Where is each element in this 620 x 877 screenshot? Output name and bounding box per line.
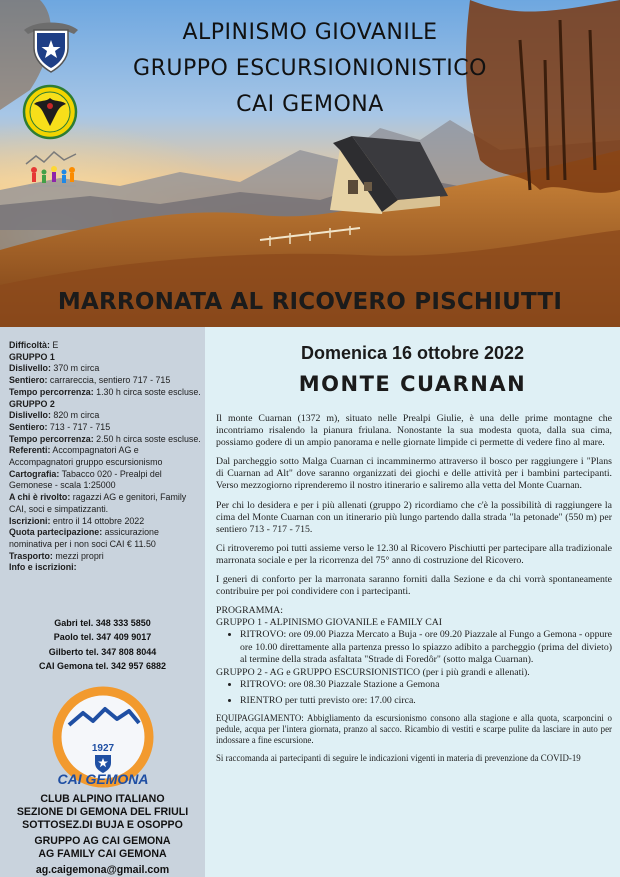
header-line-3: CAI GEMONA bbox=[236, 92, 384, 117]
detail-value: Tabacco 020 - Prealpi del Gemonese - scala 1:25000 bbox=[9, 468, 162, 491]
detail-key: GRUPPO 2 bbox=[9, 398, 55, 409]
detail-line bbox=[9, 340, 201, 352]
detail-value: 2.50 h circa soste escluse. bbox=[93, 433, 201, 444]
contact-line: Gabri tel. 348 333 5850 bbox=[54, 618, 151, 628]
mountain-title: MONTE CUARNAN bbox=[298, 372, 527, 396]
group-line: GRUPPO AG CAI GEMONA bbox=[34, 835, 171, 847]
detail-value: 820 m circa bbox=[50, 410, 100, 421]
detail-value: E bbox=[49, 340, 59, 350]
cai-gemona-logo bbox=[47, 685, 159, 791]
detail-line bbox=[9, 551, 201, 563]
list-item: • RITROVO: ore 08.30 Piazzale Stazione a Gemona bbox=[240, 679, 612, 691]
detail-key: Tempo percorrenza: bbox=[9, 386, 94, 397]
club-line: SEZIONE DI GEMONA DEL FRIULI bbox=[16, 806, 189, 818]
detail-key: Iscrizioni: bbox=[9, 515, 51, 526]
detail-value: 370 m circa bbox=[50, 363, 100, 374]
detail-key: Dislivello: bbox=[9, 363, 51, 374]
group-2-list bbox=[228, 679, 612, 707]
main-content bbox=[205, 327, 620, 877]
paragraph: Dal parcheggio sotto Malga Cuarnan ci incamminermo attraverso il bosco per raggiungere i "Plans di Cuarnan ad Alt" dove saranno organizzati dei giochi e delle attività per i bambini partecipanti. Verso mezzogiorno riprenderemo il nostro itinerario e saliremo alla vetta del Monte Cuarnan. bbox=[216, 456, 612, 492]
detail-line bbox=[9, 399, 201, 411]
contact-email[interactable]: ag.caigemona@gmail.com bbox=[35, 864, 170, 876]
event-banner-title: MARRONATA AL RICOVERO PISCHIUTTI bbox=[57, 289, 563, 315]
detail-key: Quota partecipazione: bbox=[9, 527, 103, 538]
detail-key: Sentiero: bbox=[9, 375, 48, 386]
list-item: • RITROVO: ore 09.00 Piazza Mercato a Buja - ore 09.20 Piazzale al Fungo a Gemona - oppure ore 10.00 direttamente alla partenza presso lo spiazzo adibito a parcheggio (prima del divieto) al termine della strada asfaltata "Strade di Foredôr" (sotto malga Cuarnan). bbox=[240, 629, 612, 665]
detail-key: Tempo percorrenza: bbox=[9, 433, 94, 444]
group-1-heading: GRUPPO 1 - ALPINISMO GIOVANILE e FAMILY CAI bbox=[216, 617, 443, 629]
detail-key: Trasporto: bbox=[9, 550, 53, 561]
detail-line bbox=[9, 422, 201, 434]
paragraph: Per chi lo desidera e per i più allenati (gruppo 2) ricordiamo che c'è la possibilità di raggiungere la cima del Monte Cuarnan con un itinerario più lungo partendo dalla strada "la petonade" (550 m) per sentiero 713 - 717 - 715. bbox=[216, 499, 612, 535]
paragraph: I generi di conforto per la marronata saranno forniti dalla Sezione e da chi vorrà spontaneamente contribuire per poi condividere con i partecipanti. bbox=[216, 574, 612, 598]
group-2-heading: GRUPPO 2 - AG e GRUPPO ESCURSIONISTICO (per i più grandi e allenati). bbox=[216, 666, 530, 678]
contact-list bbox=[0, 616, 205, 673]
contact-line: Gilberto tel. 347 808 8044 bbox=[48, 646, 157, 657]
detail-key: Sentiero: bbox=[9, 421, 48, 432]
detail-key: Referenti: bbox=[9, 445, 51, 456]
detail-value: assicurazione nominativa per i non soci CAI € 11.50 bbox=[9, 527, 159, 549]
mountain-landscape-photo bbox=[0, 0, 620, 327]
contact-line: Paolo tel. 347 409 9017 bbox=[53, 632, 152, 643]
detail-value: ragazzi AG e genitori, Family CAI, soci e simpatizzanti. bbox=[9, 492, 187, 514]
cai-emblem-icon bbox=[22, 18, 80, 74]
club-line: CLUB ALPINO ITALIANO bbox=[40, 793, 165, 805]
detail-key: Difficoltà: bbox=[9, 340, 50, 350]
detail-line bbox=[9, 434, 201, 446]
program-heading: PROGRAMMA: bbox=[216, 605, 283, 617]
detail-key: GRUPPO 1 bbox=[9, 351, 55, 362]
detail-value: mezzi propri bbox=[52, 550, 104, 561]
contact-line: CAI Gemona tel. 342 957 6882 bbox=[38, 660, 167, 671]
detail-key: Info e iscrizioni: bbox=[9, 562, 77, 573]
detail-line bbox=[9, 387, 201, 399]
paragraph: Il monte Cuarnan (1372 m), situato nelle Prealpi Giulie, è una delle prime montagne che incontriamo risalendo la pianura friulana. Nonostante la sua modesta quota, dalla sua cima, possiamo godere di un ampio panorama e nelle giornate limpide ci permette di vedere fino al mare. bbox=[216, 413, 612, 449]
header-line-1: ALPINISMO GIOVANILE bbox=[182, 20, 438, 45]
detail-line bbox=[9, 469, 201, 492]
event-date: Domenica 16 ottobre 2022 bbox=[300, 343, 525, 363]
detail-value: entro il 14 ottobre 2022 bbox=[50, 515, 145, 526]
info-sidebar bbox=[0, 327, 205, 877]
covid-note: Si raccomanda ai partecipanti di seguire le indicazioni vigenti in materia di prevenzione da COVID-19 bbox=[216, 752, 581, 763]
detail-line bbox=[9, 516, 201, 528]
paragraph: Ci ritroveremo poi tutti assieme verso le 12.30 al Ricovero Pischiutti per partecipare alla tradizionale marronata sociale e per la ricorrenza del 75° anno di costruzione del Ricovero. bbox=[216, 542, 612, 566]
logo-name: CAI GEMONA bbox=[57, 771, 149, 787]
detail-value: Accompagnatori AG e Accompagnatori gruppo escursionismo bbox=[9, 445, 163, 468]
detail-line bbox=[9, 352, 201, 364]
logo-year: 1927 bbox=[91, 743, 115, 754]
detail-line bbox=[9, 527, 201, 550]
trip-details bbox=[9, 340, 201, 574]
detail-key: A chi è rivolto: bbox=[9, 492, 71, 503]
group-names bbox=[0, 835, 205, 861]
detail-value: carrareccia, sentiero 717 - 715 bbox=[47, 375, 171, 386]
detail-line bbox=[9, 410, 201, 422]
group-1-list bbox=[228, 629, 612, 665]
group-line: AG FAMILY CAI GEMONA bbox=[38, 848, 167, 860]
detail-line bbox=[9, 363, 201, 375]
equipment-note: EQUIPAGGIAMENTO: Abbigliamento da escursionismo consono alla stagione e alla quota, scarponcini o pedule, acqua per l'intera giornata, pranzo al sacco. Ricambio di vestiti e scarpe pulite da lasciare in auto per indossare a fine escursione. bbox=[216, 712, 612, 745]
detail-line bbox=[9, 445, 201, 468]
event-description bbox=[216, 413, 612, 771]
detail-line bbox=[9, 492, 201, 515]
hikers-icon bbox=[24, 150, 78, 192]
hero-banner bbox=[0, 0, 620, 327]
detail-line bbox=[9, 562, 201, 574]
detail-line bbox=[9, 375, 201, 387]
detail-key: Cartografia: bbox=[9, 468, 60, 479]
club-name bbox=[0, 793, 205, 832]
detail-value: 713 - 717 - 715 bbox=[47, 421, 111, 432]
list-item: • RIENTRO per tutti previsto ore: 17.00 circa. bbox=[240, 695, 612, 707]
header-line-2: GRUPPO ESCURSIONIONISTICO bbox=[133, 56, 487, 81]
detail-value: 1.30 h circa soste escluse. bbox=[93, 386, 201, 397]
eagle-badge-icon bbox=[22, 84, 78, 140]
club-line: SOTTOSEZ.DI BUJA E OSOPPO bbox=[22, 819, 183, 831]
detail-key: Dislivello: bbox=[9, 410, 51, 421]
